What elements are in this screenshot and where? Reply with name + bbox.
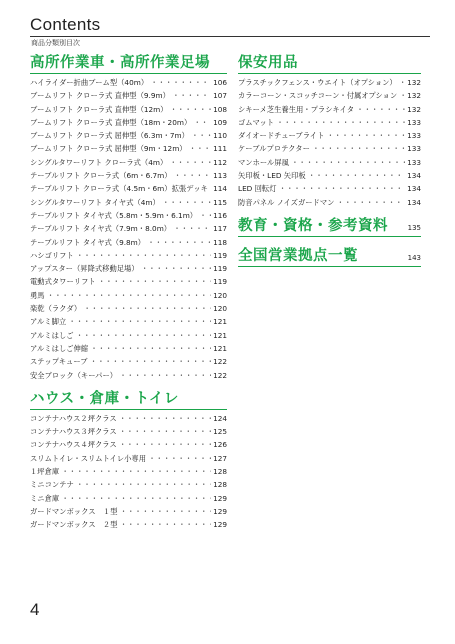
section-heading[interactable] xyxy=(238,247,421,267)
entry-page-number: 124 xyxy=(211,412,227,425)
toc-entry[interactable] xyxy=(30,182,227,195)
toc-entry[interactable] xyxy=(238,156,421,169)
entry-page-number: 129 xyxy=(211,505,227,518)
toc-section xyxy=(238,247,421,267)
entry-page-number: 128 xyxy=(211,478,227,491)
entry-page-number: 119 xyxy=(211,249,227,262)
entry-label: ブームリフト クローラ式 直伸型（9.9m） ・・・・・・・・・・・・・・・・・・・・・・・・・・・・・・ xyxy=(30,89,211,102)
entry-page-number: 112 xyxy=(211,156,227,169)
section-title: 高所作業車・高所作業足場 xyxy=(30,55,210,71)
toc-entry[interactable] xyxy=(30,89,227,102)
section-spacer xyxy=(238,239,421,247)
right-column xyxy=(238,54,421,269)
section-spacer xyxy=(30,382,227,390)
toc-entry[interactable] xyxy=(238,129,421,142)
entry-label: テーブルリフト クローラ式（4.5m・6m）拡張デッキ ・・・・・・・・・・・・・・・・・・・・・・・・・・・・・・ xyxy=(30,182,211,195)
entry-label: ブームリフト クローラ式 直伸型（12m） ・・・・・・・・・・・・・・・・・・・・・・・・・・・・・・ xyxy=(30,103,211,116)
toc-section xyxy=(30,54,227,382)
toc-entry[interactable] xyxy=(30,355,227,368)
toc-entry[interactable] xyxy=(30,129,227,142)
toc-entry[interactable] xyxy=(30,289,227,302)
entry-label: 安全ブロック（キーパー） ・・・・・・・・・・・・・・・・・・・・・・・・・・・・・・ xyxy=(30,369,211,382)
entry-page-number: 122 xyxy=(211,355,227,368)
entry-page-number: 134 xyxy=(405,169,421,182)
toc-entry[interactable] xyxy=(30,425,227,438)
entry-page-number: 129 xyxy=(211,518,227,531)
entry-label: プラスチックフェンス・ウエイト（オプション） ・・・・・・・・・・・・・・・・・・・・・・・・・・・・・・ xyxy=(238,76,405,89)
toc-entry[interactable] xyxy=(238,89,421,102)
entry-page-number: 126 xyxy=(211,438,227,451)
toc-entry[interactable] xyxy=(30,222,227,235)
entry-label: 勇馬 ・・・・・・・・・・・・・・・・・・・・・・・・・・・・・・ xyxy=(30,289,211,302)
entry-page-number: 121 xyxy=(211,342,227,355)
entry-label: ハシゴリフト ・・・・・・・・・・・・・・・・・・・・・・・・・・・・・・ xyxy=(30,249,211,262)
entry-label: アルミ脚立 ・・・・・・・・・・・・・・・・・・・・・・・・・・・・・・ xyxy=(30,315,211,328)
toc-section xyxy=(30,390,227,532)
entry-label: コンテナハウス３坪クラス ・・・・・・・・・・・・・・・・・・・・・・・・・・・・・・ xyxy=(30,425,211,438)
toc-section xyxy=(238,54,421,209)
toc-entry[interactable] xyxy=(238,76,421,89)
entry-label: 楽乾（ラクダ） ・・・・・・・・・・・・・・・・・・・・・・・・・・・・・・ xyxy=(30,302,211,315)
toc-entry[interactable] xyxy=(238,182,421,195)
entry-page-number: 120 xyxy=(211,302,227,315)
entry-page-number: 118 xyxy=(211,236,227,249)
entry-page-number: 121 xyxy=(211,315,227,328)
toc-entry[interactable] xyxy=(30,452,227,465)
entry-page-number: 128 xyxy=(211,465,227,478)
toc-entry[interactable] xyxy=(30,342,227,355)
entry-page-number: 117 xyxy=(211,222,227,235)
entry-label: アップスター（昇降式移動足場） ・・・・・・・・・・・・・・・・・・・・・・・・・・・・・・ xyxy=(30,262,211,275)
section-spacer xyxy=(238,209,421,217)
toc-entry[interactable] xyxy=(30,249,227,262)
toc-entry[interactable] xyxy=(30,465,227,478)
entry-page-number: 133 xyxy=(405,142,421,155)
section-heading[interactable] xyxy=(238,217,421,237)
toc-entry[interactable] xyxy=(30,76,227,89)
entry-page-number: 132 xyxy=(405,89,421,102)
entry-page-number: 120 xyxy=(211,289,227,302)
entry-page-number: 129 xyxy=(211,492,227,505)
toc-entry[interactable] xyxy=(238,142,421,155)
toc-entry[interactable] xyxy=(238,103,421,116)
entry-label: １坪倉庫 ・・・・・・・・・・・・・・・・・・・・・・・・・・・・・・ xyxy=(30,465,211,478)
toc-entry[interactable] xyxy=(30,315,227,328)
toc-entry[interactable] xyxy=(30,156,227,169)
entry-page-number: 125 xyxy=(211,425,227,438)
toc-entry[interactable] xyxy=(30,262,227,275)
entry-page-number: 121 xyxy=(211,329,227,342)
entry-page-number: 113 xyxy=(211,169,227,182)
toc-entry[interactable] xyxy=(30,478,227,491)
section-heading[interactable] xyxy=(30,390,227,410)
toc-entry[interactable] xyxy=(30,412,227,425)
entry-label: テーブルリフト タイヤ式（7.9m・8.0m） ・・・・・・・・・・・・・・・・・・・・・・・・・・・・・・ xyxy=(30,222,211,235)
page-subtitle: 商品分類別目次 xyxy=(31,39,80,47)
entry-label: ガードマンボックス １型 ・・・・・・・・・・・・・・・・・・・・・・・・・・・・・・ xyxy=(30,505,211,518)
entry-page-number: 119 xyxy=(211,275,227,288)
entry-label: シングルタワーリフト クローラ式（4m） ・・・・・・・・・・・・・・・・・・・・・・・・・・・・・・ xyxy=(30,156,211,169)
entry-page-number: 115 xyxy=(211,196,227,209)
entry-label: ブームリフト クローラ式 直伸型（18m・20m） ・・・・・・・・・・・・・・・・・・・・・・・・・・・・・・ xyxy=(30,116,211,129)
toc-entry[interactable] xyxy=(30,116,227,129)
toc-entry[interactable] xyxy=(238,116,421,129)
section-title: 教育・資格・参考資料 xyxy=(238,217,388,234)
entry-label: シキーメ芝生養生用・プラシキイタ ・・・・・・・・・・・・・・・・・・・・・・・・・・・・・・ xyxy=(238,103,405,116)
entry-page-number: 116 xyxy=(211,209,227,222)
entry-page-number: 107 xyxy=(211,89,227,102)
entry-page-number: 110 xyxy=(211,129,227,142)
entry-page-number: 134 xyxy=(405,196,421,209)
entry-label: ミニ倉庫 ・・・・・・・・・・・・・・・・・・・・・・・・・・・・・・ xyxy=(30,492,211,505)
section-page-number: 135 xyxy=(407,223,421,232)
entry-page-number: 122 xyxy=(211,369,227,382)
entry-page-number: 106 xyxy=(211,76,227,89)
entry-label: ガードマンボックス ２型 ・・・・・・・・・・・・・・・・・・・・・・・・・・・・・・ xyxy=(30,518,211,531)
page-number: 4 xyxy=(30,600,40,619)
section-title: ハウス・倉庫・トイレ xyxy=(30,390,179,407)
toc-entry[interactable] xyxy=(30,275,227,288)
toc-entry[interactable] xyxy=(30,196,227,209)
entry-label: ステップキューブ ・・・・・・・・・・・・・・・・・・・・・・・・・・・・・・ xyxy=(30,355,211,368)
section-title: 保安用品 xyxy=(238,55,298,71)
entry-label: ダイオードチューブライト ・・・・・・・・・・・・・・・・・・・・・・・・・・・・・・ xyxy=(238,129,405,142)
entry-label: ハイライダー折曲ブーム型（40m） ・・・・・・・・・・・・・・・・・・・・・・・・・・・・・・ xyxy=(30,76,211,89)
entry-label: 防音パネル ノイズガードマン ・・・・・・・・・・・・・・・・・・・・・・・・・・・・・・ xyxy=(238,196,405,209)
entry-label: コンテナハウス２坪クラス ・・・・・・・・・・・・・・・・・・・・・・・・・・・・・・ xyxy=(30,412,211,425)
toc-entry[interactable] xyxy=(30,103,227,116)
entry-label: ブームリフト クローラ式 屈伸型（9m・12m） ・・・・・・・・・・・・・・・・・・・・・・・・・・・・・・ xyxy=(30,142,211,155)
section-heading[interactable] xyxy=(30,54,227,74)
entry-page-number: 134 xyxy=(405,182,421,195)
toc-entry[interactable] xyxy=(30,369,227,382)
entry-page-number: 108 xyxy=(211,103,227,116)
toc-entry[interactable] xyxy=(30,329,227,342)
entry-label: テーブルリフト クローラ式（6m・6.7m） ・・・・・・・・・・・・・・・・・・・・・・・・・・・・・・ xyxy=(30,169,211,182)
section-page-number: 143 xyxy=(407,253,421,262)
toc-entry[interactable] xyxy=(30,438,227,451)
entry-label: コンテナハウス４坪クラス ・・・・・・・・・・・・・・・・・・・・・・・・・・・・・・ xyxy=(30,438,211,451)
toc-entry[interactable] xyxy=(30,302,227,315)
toc-entry[interactable] xyxy=(30,518,227,531)
entry-page-number: 127 xyxy=(211,452,227,465)
entry-label: カラーコーン・スコッチコーン・付属オプション ・・・・・・・・・・・・・・・・・・・・・・・・・・・・・・ xyxy=(238,89,405,102)
entry-label: テーブルリフト タイヤ式（9.8m） ・・・・・・・・・・・・・・・・・・・・・・・・・・・・・・ xyxy=(30,236,211,249)
entry-label: スリムトイレ・スリムトイレ小専用 ・・・・・・・・・・・・・・・・・・・・・・・・・・・・・・ xyxy=(30,452,211,465)
entry-page-number: 132 xyxy=(405,103,421,116)
toc-entry[interactable] xyxy=(30,142,227,155)
entry-page-number: 111 xyxy=(211,142,227,155)
entry-label: テーブルリフト タイヤ式（5.8m・5.9m・6.1m） ・・・・・・・・・・・・・・・・・・・・・・・・・・・・・・ xyxy=(30,209,211,222)
entry-label: ミニコンテナ ・・・・・・・・・・・・・・・・・・・・・・・・・・・・・・ xyxy=(30,478,211,491)
entry-label: 矢印板・LED 矢印板 ・・・・・・・・・・・・・・・・・・・・・・・・・・・・・・ xyxy=(238,169,405,182)
page-title: Contents xyxy=(30,15,101,34)
toc-entry[interactable] xyxy=(30,209,227,222)
left-column xyxy=(30,54,227,532)
section-title: 全国営業拠点一覧 xyxy=(238,247,358,264)
toc-section xyxy=(238,217,421,237)
toc-entry[interactable] xyxy=(30,169,227,182)
toc-entry[interactable] xyxy=(238,169,421,182)
entry-page-number: 133 xyxy=(405,129,421,142)
entry-label: ゴムマット ・・・・・・・・・・・・・・・・・・・・・・・・・・・・・・ xyxy=(238,116,405,129)
toc-entry[interactable] xyxy=(30,492,227,505)
entry-label: アルミはしご伸縮 ・・・・・・・・・・・・・・・・・・・・・・・・・・・・・・ xyxy=(30,342,211,355)
entry-label: マンホール屏風 ・・・・・・・・・・・・・・・・・・・・・・・・・・・・・・ xyxy=(238,156,405,169)
entry-label: ケーブルプロテクター ・・・・・・・・・・・・・・・・・・・・・・・・・・・・・・ xyxy=(238,142,405,155)
toc-entry[interactable] xyxy=(30,236,227,249)
entry-label: ブームリフト クローラ式 屈伸型（6.3m・7m） ・・・・・・・・・・・・・・・・・・・・・・・・・・・・・・ xyxy=(30,129,211,142)
section-heading[interactable] xyxy=(238,54,421,74)
entry-page-number: 119 xyxy=(211,262,227,275)
entry-page-number: 133 xyxy=(405,116,421,129)
toc-entry[interactable] xyxy=(238,196,421,209)
entry-page-number: 114 xyxy=(211,182,227,195)
entry-page-number: 132 xyxy=(405,76,421,89)
entry-label: LED 回転灯 ・・・・・・・・・・・・・・・・・・・・・・・・・・・・・・ xyxy=(238,182,405,195)
entry-label: シングルタワーリフト タイヤ式（4m） ・・・・・・・・・・・・・・・・・・・・・・・・・・・・・・ xyxy=(30,196,211,209)
entry-page-number: 133 xyxy=(405,156,421,169)
entry-page-number: 109 xyxy=(211,116,227,129)
header-rule xyxy=(30,36,430,37)
entry-label: 電動式タワーリフト ・・・・・・・・・・・・・・・・・・・・・・・・・・・・・・ xyxy=(30,275,211,288)
entry-label: アルミはしご ・・・・・・・・・・・・・・・・・・・・・・・・・・・・・・ xyxy=(30,329,211,342)
toc-entry[interactable] xyxy=(30,505,227,518)
